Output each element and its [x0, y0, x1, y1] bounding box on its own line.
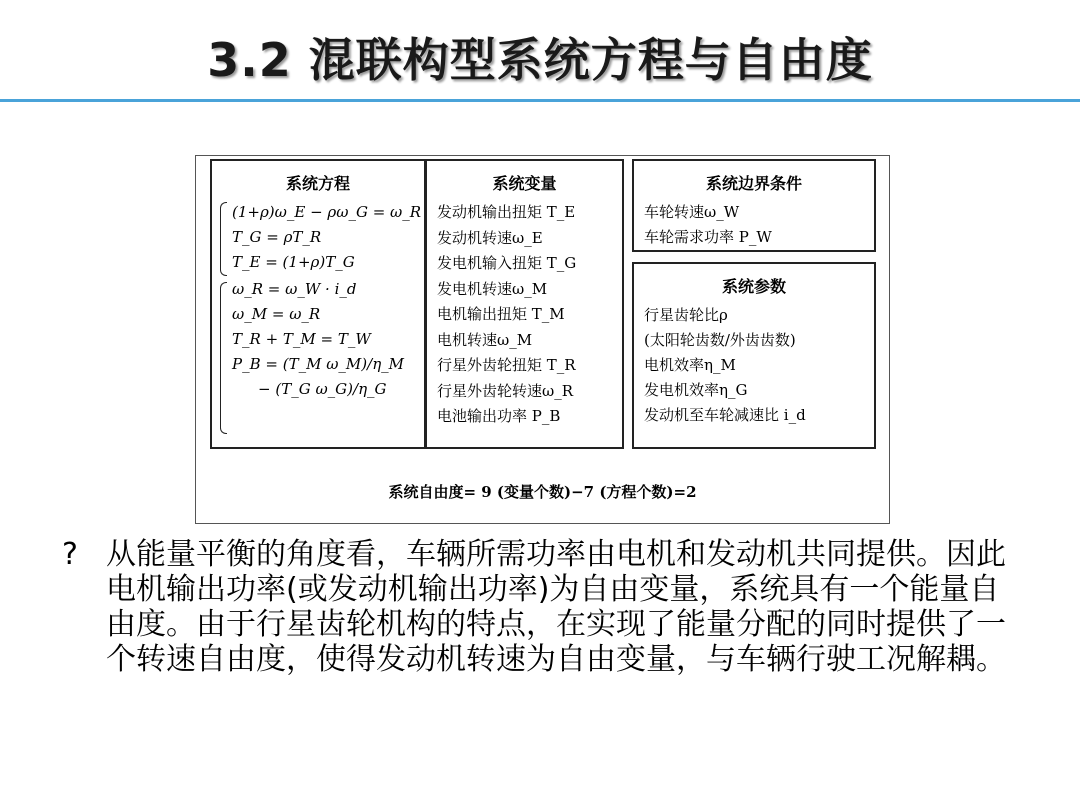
equation-line: T_R + T_M = T_W	[232, 330, 371, 348]
boundary-conditions-panel	[632, 159, 876, 252]
variable-item: 发电机转速ω_M	[437, 279, 548, 298]
variable-item: 发电机输入扭矩 T_G	[437, 254, 577, 272]
variable-item: 行星外齿轮转速ω_R	[437, 381, 574, 400]
parameters-heading: 系统参数	[721, 277, 786, 296]
equation-list	[212, 200, 424, 402]
boundary-item: 车轮转速ω_W	[644, 203, 740, 221]
bullet-text: 从能量平衡的角度看，车辆所需功率由电机和发动机共同提供。因此电机输出功率(或发动机输出功率)为自由变量，系统具有一个能量自由度。由于行星齿轮机构的特点，在实现了能量分配的同时提供了一个转速自由度，使得发动机转速为自由变量，与车辆行驶工况解耦。	[106, 537, 1006, 677]
equations-heading: 系统方程	[285, 174, 350, 193]
variable-item: 发动机转速ω_E	[437, 228, 543, 247]
parameter-item: 行星齿轮比ρ	[644, 306, 728, 324]
boundary-item: 车轮需求功率 P_W	[644, 228, 772, 246]
parameter-item: 发动机至车轮减速比 i_d	[644, 406, 806, 424]
variable-item: 电机转速ω_M	[437, 330, 533, 349]
variable-item: 电池输出功率 P_B	[437, 407, 561, 425]
slide-title: 3.2 混联构型系统方程与自由度	[207, 33, 873, 87]
variables-heading: 系统变量	[492, 174, 557, 193]
variables-panel	[426, 159, 624, 449]
equation-line: T_G = ρT_R	[232, 228, 322, 246]
equation-line: ω_M = ω_R	[232, 305, 321, 323]
variable-item: 发动机输出扭矩 T_E	[437, 203, 576, 221]
variable-item: 行星外齿轮扭矩 T_R	[437, 356, 576, 374]
degrees-of-freedom-formula: 系统自由度= 9 (变量个数)−7 (方程个数)=2	[388, 483, 697, 501]
variable-item: 电机输出扭矩 T_M	[437, 305, 565, 323]
brace-group-2	[220, 282, 227, 434]
equation-line: (1+ρ)ω_E − ρω_G = ω_R	[232, 203, 422, 221]
parameter-item: 电机效率η_M	[644, 356, 736, 374]
equation-line: ω_R = ω_W · i_d	[232, 280, 357, 298]
equation-line: P_B = (T_M ω_M)/η_M	[232, 355, 405, 373]
equation-line: T_E = (1+ρ)T_G	[232, 253, 355, 271]
equations-panel	[210, 159, 426, 449]
title-divider	[0, 99, 1080, 102]
boundary-heading: 系统边界条件	[705, 174, 802, 193]
system-equations-figure	[195, 155, 890, 524]
parameters-panel	[632, 262, 876, 449]
equation-line: − (T_G ω_G)/η_G	[258, 380, 387, 398]
brace-group-1	[220, 202, 227, 276]
parameter-item: (太阳轮齿数/外齿齿数)	[644, 331, 796, 349]
bullet-mark: ?	[62, 537, 78, 572]
parameter-item: 发电机效率η_G	[644, 381, 748, 399]
